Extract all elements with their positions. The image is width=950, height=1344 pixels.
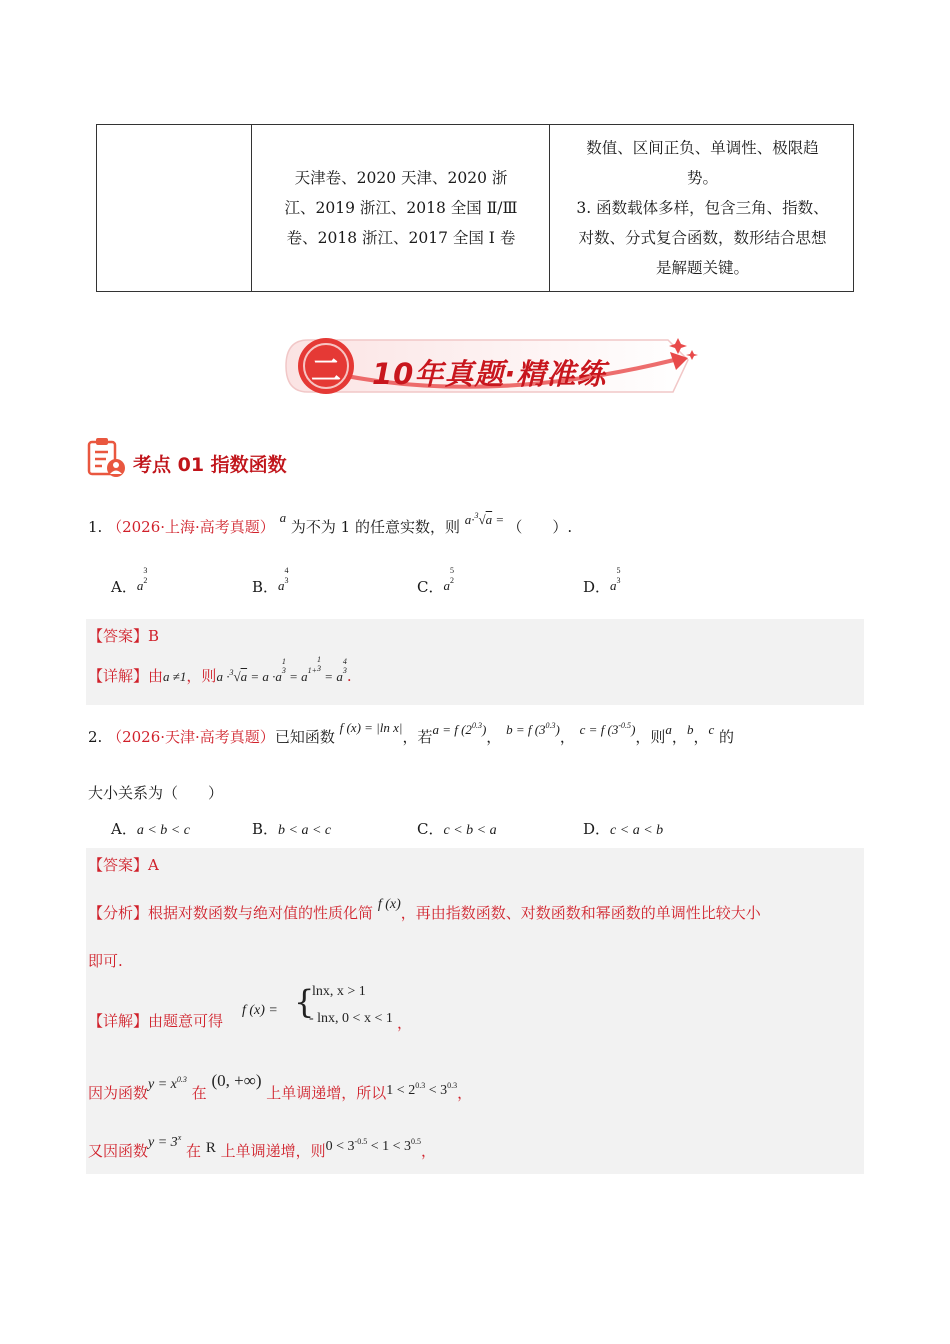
q2-options xyxy=(111,818,811,842)
q1-source: （2026·上海·高考真题） xyxy=(107,518,275,536)
line-text: 在 xyxy=(191,1084,207,1102)
q2-solution xyxy=(86,848,864,1174)
option-base: a xyxy=(443,578,450,593)
q1-option-b[interactable] xyxy=(252,566,289,596)
q2-detail xyxy=(88,1010,223,1031)
option-label: C． xyxy=(417,578,444,596)
table-col3-text xyxy=(550,133,855,283)
q1-option-a[interactable] xyxy=(111,566,148,596)
exp-den: 3 xyxy=(281,666,286,675)
analysis-text: 根据对数函数与绝对值的性质化简 xyxy=(148,904,374,922)
table-col2-line: 江、2019 浙江、2018 全国 Ⅱ/Ⅲ xyxy=(284,199,518,217)
expr-part: b = f (3 xyxy=(506,722,546,737)
option-label: A． xyxy=(111,820,137,838)
table-col3-line: 是解题关键。 xyxy=(655,259,749,277)
q2-stem-line2: 大小关系为（ ） xyxy=(88,784,224,802)
q2-text: ，则 xyxy=(635,728,666,746)
exp-den: 2 xyxy=(449,576,454,585)
table-col3-line: 3. 函数载体多样，包含三角、指数、 xyxy=(576,199,829,217)
option-exponent xyxy=(143,566,147,586)
expr-part: a = f (2 xyxy=(432,722,472,737)
expr-part: 1 < 2 xyxy=(386,1083,416,1098)
q1-option-d[interactable] xyxy=(583,566,621,596)
exp-num: 5 xyxy=(449,566,454,575)
q2-stem: 2. （2026·天津·高考真题）已知函数 f (x) = |ln x|，若a = f $(2^{0.3})$， b = f $(3^{0.3})$， c = f $(3^{-0.5})$，则a，b，c 的 xyxy=(88,720,735,746)
q2-line-a xyxy=(88,1071,473,1103)
q2-option-c[interactable] xyxy=(417,818,497,839)
expr-part: < 3 xyxy=(425,1083,448,1098)
option-label: B． xyxy=(252,578,279,596)
q1-stem xyxy=(88,510,573,537)
line-b-func xyxy=(148,1135,181,1150)
q2-line-b xyxy=(88,1133,437,1161)
option-exponent xyxy=(450,566,454,586)
root-index: 3 xyxy=(229,668,234,677)
exponent-frac xyxy=(343,657,347,675)
line-text: ， xyxy=(421,1142,437,1160)
analysis-fx: f (x) xyxy=(377,897,401,912)
line-text: ， xyxy=(457,1084,473,1102)
option-label: D． xyxy=(583,578,611,596)
option-expr: b < a < c xyxy=(278,823,332,838)
exp: 0.3 xyxy=(471,721,482,730)
option-label: D． xyxy=(583,820,611,838)
q1-expr xyxy=(465,512,508,527)
q1-detail xyxy=(88,655,352,686)
table-col-1 xyxy=(97,125,252,291)
expr-part: 0 < 3 xyxy=(325,1139,355,1154)
q2-text: 已知函数 xyxy=(274,728,335,746)
exp-text: 1+ xyxy=(307,666,318,675)
q1-answer xyxy=(88,625,159,646)
piecewise-end: ， xyxy=(397,1014,413,1032)
piecewise-piece-2: - lnx, 0 < x < 1 xyxy=(309,1011,393,1026)
expr-part: c = f (3 xyxy=(579,722,619,737)
exp-num: 3 xyxy=(143,566,148,575)
exp-den: 3 xyxy=(284,576,289,585)
table-col-3 xyxy=(550,125,855,291)
table-col2-line: 卷、2018 浙江、2017 全国 Ⅰ 卷 xyxy=(286,229,516,247)
option-expr: c < a < b xyxy=(610,823,664,838)
q2-func: f (x) = |ln x| xyxy=(339,720,403,735)
exp-den: 3 xyxy=(616,576,621,585)
table-col2-line: 天津卷、2020 天津、2020 浙 xyxy=(294,169,508,187)
clipboard-icon xyxy=(86,436,128,480)
banner-title: 10年真题·精准练 xyxy=(372,357,607,391)
exp-den: 2 xyxy=(143,576,148,585)
table-col3-line: 数值、区间正负、单调性、极限趋 xyxy=(586,139,819,157)
q2-option-a[interactable] xyxy=(111,818,190,839)
q2-answer xyxy=(88,854,159,875)
q2-text: 的 xyxy=(719,728,735,746)
piecewise-piece-1: lnx, x > 1 xyxy=(312,984,366,999)
line-b-R: R xyxy=(205,1140,216,1156)
expr-part: ) xyxy=(481,722,487,737)
answer-value: B xyxy=(148,627,160,645)
q2-analysis xyxy=(88,897,761,923)
q2-c-def xyxy=(580,722,636,737)
radical-icon: √ xyxy=(233,669,241,684)
expr-part: < 1 < 3 xyxy=(367,1139,412,1154)
exp-den: 3 xyxy=(342,666,347,675)
detail-text: . xyxy=(346,667,352,685)
answer-label: 【答案】 xyxy=(88,627,149,645)
q1-eq: = xyxy=(495,512,505,527)
q2-text: ，若 xyxy=(402,728,433,746)
q1-options xyxy=(111,566,811,596)
exp: -0.5 xyxy=(618,721,632,730)
q2-var-b: b xyxy=(686,722,694,737)
section-title: 考点 01 指数函数 xyxy=(133,454,287,476)
q2-var-c: c xyxy=(708,722,715,737)
line-text: 上单调递增，则 xyxy=(220,1142,326,1160)
line-text: 因为函数 xyxy=(88,1084,149,1102)
answer-label: 【答案】 xyxy=(88,856,149,874)
option-base: a xyxy=(610,578,617,593)
option-label: B． xyxy=(252,820,279,838)
table-col-2 xyxy=(252,125,550,291)
detail-cond: a ≠1 xyxy=(163,669,187,684)
radical-icon: √ xyxy=(478,512,486,527)
exp: 0.5 xyxy=(411,1137,422,1146)
q1-expr-a: a xyxy=(464,512,472,527)
q1-option-c[interactable] xyxy=(417,566,454,596)
exp: 0.3 xyxy=(545,721,556,730)
q2-var-a: a xyxy=(665,722,672,737)
radicand: a xyxy=(240,669,248,684)
detail-text: 由 xyxy=(148,667,164,685)
q1-radicand: a xyxy=(485,512,493,527)
exp: 0.3 xyxy=(176,1075,187,1084)
exp: -0.5 xyxy=(354,1137,368,1146)
line-text: 上单调递增，所以 xyxy=(266,1084,387,1102)
q2-b-def xyxy=(506,722,560,737)
option-exponent xyxy=(285,566,289,586)
q1-expr-dot: · xyxy=(471,512,475,527)
expr-part: y = 3 xyxy=(148,1135,178,1150)
line-a-func xyxy=(148,1077,187,1092)
exp: x xyxy=(177,1133,182,1142)
brace-icon: { xyxy=(294,983,315,1021)
exp-num: 1 xyxy=(281,657,286,666)
detail-label: 【详解】 xyxy=(88,1012,149,1030)
option-base: a xyxy=(136,578,144,593)
detail-text: ，则 xyxy=(186,667,217,685)
expr-part: y = x xyxy=(148,1077,177,1092)
answer-value: A xyxy=(148,856,159,874)
expr-part: ) xyxy=(555,722,560,737)
q2-source: （2026·天津·高考真题） xyxy=(107,728,275,746)
expr-part: = a xyxy=(285,669,308,684)
q2-a-def xyxy=(432,722,486,737)
line-text: 又因函数 xyxy=(88,1142,149,1160)
summary-table xyxy=(96,124,854,292)
expr-part: = a xyxy=(321,669,343,684)
q2-option-d[interactable] xyxy=(583,818,663,839)
expr-part: = a ·a xyxy=(247,669,282,684)
table-col3-line: 势。 xyxy=(686,169,718,187)
option-label: A． xyxy=(111,578,137,596)
q2-analysis-line2: 即可. xyxy=(88,952,123,970)
line-a-ineq xyxy=(386,1083,457,1098)
option-expr: a < b < c xyxy=(136,823,190,838)
detail-label: 【详解】 xyxy=(88,667,149,685)
q1-var: a xyxy=(279,510,287,525)
q1-root-index: 3 xyxy=(474,511,479,520)
expr-part: ) xyxy=(631,722,636,737)
exp: 0.3 xyxy=(447,1081,458,1090)
line-a-interval: (0, +∞) xyxy=(211,1071,262,1090)
option-base: a xyxy=(278,578,285,593)
exp-num: 1 xyxy=(317,655,322,664)
banner-number: 二 xyxy=(311,354,341,389)
table-col2-text xyxy=(252,163,550,253)
option-label: C． xyxy=(417,820,444,838)
exp-num: 5 xyxy=(616,566,621,575)
option-exponent xyxy=(617,566,621,586)
exp-num: 4 xyxy=(284,566,289,575)
expr-part: a · xyxy=(216,669,230,684)
exponent-frac xyxy=(282,657,286,675)
q1-text: 为不为 1 的任意实数，则 xyxy=(290,518,460,536)
exp-num: 4 xyxy=(342,657,347,666)
exp: 0.3 xyxy=(415,1081,426,1090)
line-b-ineq xyxy=(326,1139,421,1154)
exp-den: 3 xyxy=(317,664,322,673)
table-col3-line: 对数、分式复合函数，数形结合思想 xyxy=(578,229,827,247)
q2-piecewise xyxy=(242,1003,278,1025)
piecewise-fx: f (x) = xyxy=(242,1003,278,1018)
analysis-text: ，再由指数函数、对数函数和幂函数的单调性比较大小 xyxy=(400,904,761,922)
detail-text: 由题意可得 xyxy=(148,1012,224,1030)
q1-blank: （ ）. xyxy=(507,518,573,536)
exponent-frac xyxy=(317,655,321,673)
section-banner xyxy=(278,330,702,406)
q2-option-b[interactable] xyxy=(252,818,331,839)
q2-number: 2. xyxy=(88,728,103,746)
detail-expr xyxy=(216,655,347,684)
option-expr: c < b < a xyxy=(443,823,497,838)
line-text: 在 xyxy=(186,1142,202,1160)
q1-solution xyxy=(86,619,864,705)
analysis-label: 【分析】 xyxy=(88,904,149,922)
q1-number: 1. xyxy=(88,518,103,536)
